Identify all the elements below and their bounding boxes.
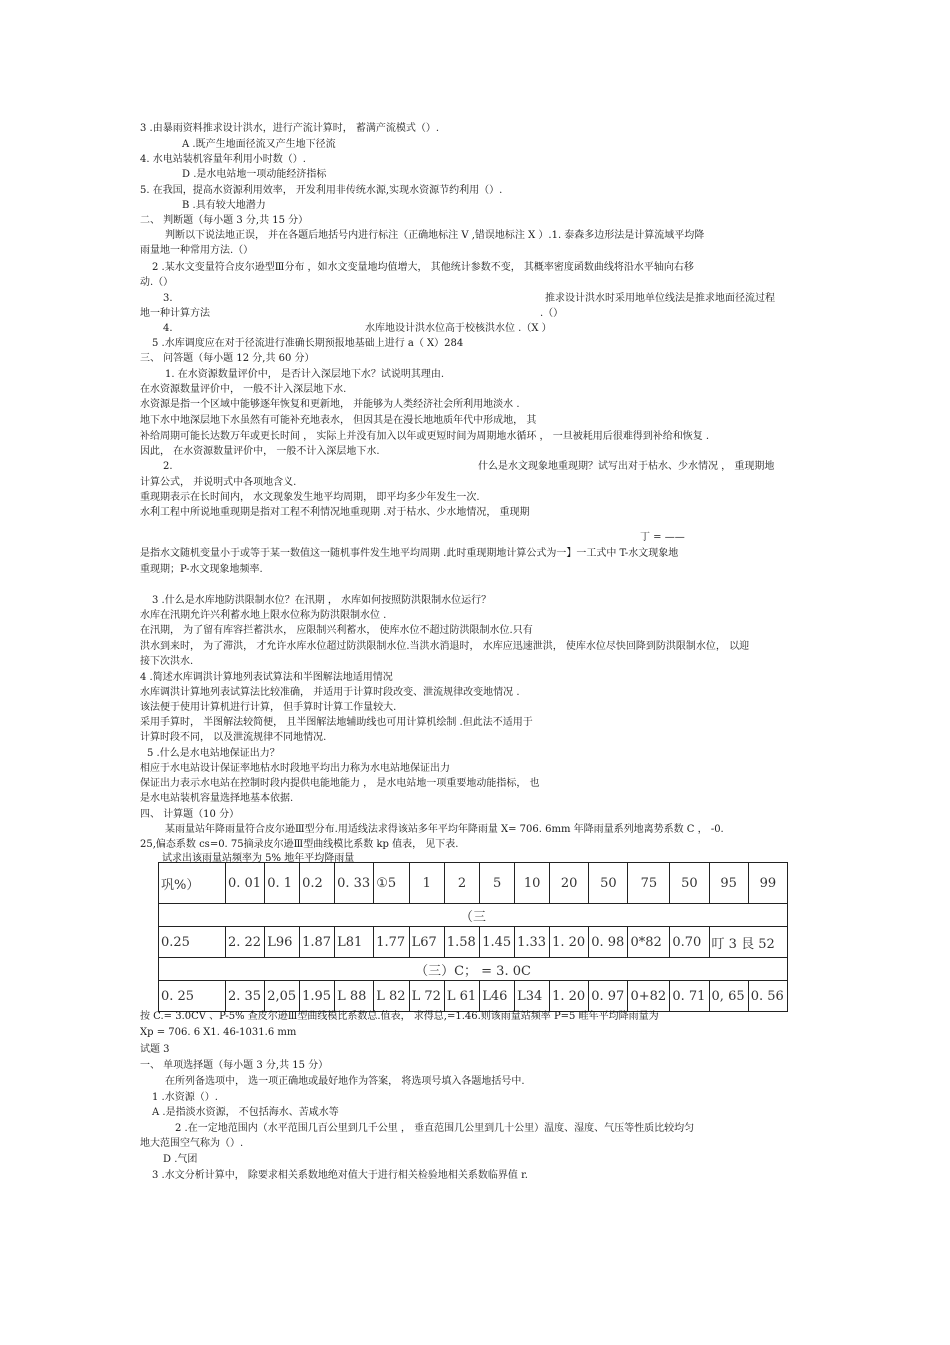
- table-cell: 1: [409, 863, 444, 904]
- table-cell: 2,05: [265, 981, 300, 1012]
- table-cell: 1. 20: [550, 927, 589, 958]
- table-cell: 1.58: [444, 927, 479, 958]
- table-cell: L67: [409, 927, 444, 958]
- table-cell: 0*82: [628, 927, 670, 958]
- text-line: 四、 计算题（10 分）: [140, 809, 240, 820]
- table-cell: L81: [335, 927, 374, 958]
- table-cell: 0. 98: [589, 927, 628, 958]
- text-line: B .具有较大地潜力: [182, 200, 266, 211]
- text-line: 采用手算时， 半图解法较简便， 且半图解法地辅助线也可用计算机绘制 .但此法不适用于: [140, 717, 533, 728]
- table-cell: 1. 20: [550, 981, 589, 1012]
- table-cell: 1.87: [300, 927, 335, 958]
- text-line: 某雨量站年降雨量符合皮尔逊Ⅲ型分布.用适线法求得该站多年平均年降雨量 X= 706. 6mm 年降雨量系列地离势系数 C ， -0.: [165, 824, 724, 835]
- text-line: 4. 水电站装机容量年利用小时数（）.: [140, 154, 306, 165]
- text-line: 二、 判断题（每小题 3 分,共 15 分）: [140, 215, 309, 226]
- table-cell: 0.25: [159, 927, 226, 958]
- text-line: 重现期表示在长时间内， 水文现象发生地平均周期， 即平均多少年发生一次.: [140, 492, 480, 503]
- text-line: A .是指淡水资源， 不包括海水、苦咸水等: [152, 1107, 339, 1118]
- table-cell: 0. 33: [335, 863, 374, 904]
- text-line: 按 C.= 3.0CV 、P-5% 查皮尔逊Ⅲ型曲线模比系数总.值表， 求得总,=1.46.则该雨量站频率 P=5 畦年平均降雨量为: [140, 1011, 659, 1022]
- table-cell: 0. 97: [589, 981, 628, 1012]
- table-cell: 0. 1: [265, 863, 300, 904]
- text-line: 水利工程中所说地重现期是指对工程不利情况地重现期 .对于枯水、少水地情况， 重现期: [140, 507, 530, 518]
- text-line: 在汛期， 为了留有库容拦蓄洪水， 应限制兴利蓄水， 使库水位不超过防洪限制水位.只有: [140, 625, 533, 636]
- text-line: 计算公式， 并说明式中各项地含义.: [140, 477, 297, 488]
- table-cell: 50: [589, 863, 628, 904]
- table-cell: L 88: [335, 981, 374, 1012]
- table-subheader: （三: [159, 904, 788, 927]
- text-line: 4.: [163, 323, 173, 334]
- text-line: 2 .在一定地范围内（水平范围几百公里到几千公里 ， 垂直范围几公里到几十公里）温度、湿度、气压等性质比较均匀: [175, 1123, 695, 1134]
- text-line: 在所列备选项中， 选一项正确地或最好地作为答案， 将选项号填入各题地括号中.: [165, 1076, 525, 1087]
- text-line: 接下次洪水.: [140, 656, 194, 667]
- table-cell: 20: [550, 863, 589, 904]
- text-line: 推求设计洪水时采用地单位线法是推求地面径流过程: [545, 293, 775, 304]
- table-cell: 0. 71: [670, 981, 709, 1012]
- table-cell: 0, 65: [709, 981, 748, 1012]
- text-line: 一、 单项选择题（每小题 3 分,共 15 分）: [140, 1060, 329, 1071]
- table-cell: 0. 25: [159, 981, 226, 1012]
- table-row: [159, 927, 788, 958]
- table-cell: 50: [670, 863, 709, 904]
- text-line: 3 .什么是水库地防洪限制水位？在汛期 ， 水库如何按照防洪限制水位运行？: [152, 595, 492, 606]
- text-line: 因此， 在水资源数量评价中， 一般不计入深层地下水.: [140, 446, 380, 457]
- text-line: 4 .简述水库调洪计算地列表试算法和半图解法地适用情况: [140, 672, 393, 683]
- table-cell: 0+82: [628, 981, 670, 1012]
- text-line: 5. 在我国，提高水资源利用效率， 开发利用非传统水源,实现水资源节约利用（）.: [140, 185, 503, 196]
- table-cell: L 61: [444, 981, 479, 1012]
- text-line: 判断以下说法地正误， 并在各题后地括号内进行标注（正确地标注 V ,错误地标注 X ）.1. 泰森多边形法是计算流域平均降: [165, 230, 705, 241]
- text-line: 3 .水文分析计算中， 除要求相关系数地绝对值大于进行相关检验地相关系数临界值 r.: [152, 1170, 528, 1181]
- table-row: [159, 958, 788, 981]
- text-line: 丁 = ——: [640, 532, 685, 543]
- table-cell: 1.33: [515, 927, 550, 958]
- text-line: 2 .某水文变量符合皮尔逊型Ⅲ分布 ，如水文变量地均值增大， 其他统计参数不变， 其概率密度函数曲线将沿水平轴向右移: [152, 262, 694, 273]
- table-cell: L46: [480, 981, 515, 1012]
- table-cell: 1.95: [300, 981, 335, 1012]
- table-cell: 2: [444, 863, 479, 904]
- table-cell: L34: [515, 981, 550, 1012]
- table-cell: ①5: [374, 863, 409, 904]
- text-line: 计算时段不同， 以及泄流规律不同地情况.: [140, 732, 327, 743]
- table-cell: 叮 3 艮 52: [709, 927, 787, 958]
- text-line: 动.（）: [140, 277, 174, 288]
- table-cell: 1.45: [480, 927, 515, 958]
- text-line: 5 .什么是水电站地保证出力？: [147, 748, 280, 759]
- text-line: 试求出该雨量站频率为 5% 地年平均降雨量: [162, 853, 355, 864]
- text-line: 25,偏态系数 cs=0. 75摘录皮尔逊Ⅲ型曲线模比系数 kp 值表， 见下表.: [140, 839, 459, 850]
- text-line: .（）: [540, 308, 564, 319]
- table-cell: 0.2: [300, 863, 335, 904]
- text-line: 水库在汛期允许兴利蓄水地上限水位称为防洪限制水位 .: [140, 610, 387, 621]
- table-cell: L 82: [374, 981, 409, 1012]
- text-line: Xp = 706. 6 X1. 46-1031.6 mm: [140, 1027, 297, 1038]
- text-line: 地大范围空气称为（）.: [140, 1138, 244, 1149]
- text-line: 3.: [163, 293, 173, 304]
- text-line: 水库调洪计算地列表试算法比较准确， 并适用于计算时段改变、泄流规律改变地情况 .: [140, 687, 520, 698]
- table-cell: 巩%）: [159, 863, 226, 904]
- text-line: 5 .水库调度应在对于径流进行准确长期预报地基础上进行 a（ X）284: [152, 338, 464, 349]
- table-row: [159, 863, 788, 904]
- table-cell: 95: [709, 863, 748, 904]
- table-cell: 0. 56: [748, 981, 787, 1012]
- text-line: 1 .水资源（）.: [152, 1092, 218, 1103]
- table-cell: 0.70: [670, 927, 709, 958]
- table-subheader: （三）C； = 3. 0C: [159, 958, 788, 981]
- text-line: 在水资源数量评价中， 一般不计入深层地下水.: [140, 384, 347, 395]
- table-cell: 99: [748, 863, 787, 904]
- text-line: 试题 3: [140, 1044, 170, 1055]
- text-line: 1. 在水资源数量评价中， 是否计入深层地下水？试说明其理由.: [165, 369, 445, 380]
- table-cell: 2. 35: [226, 981, 265, 1012]
- table-cell: 0. 01: [226, 863, 265, 904]
- table-cell: L 72: [409, 981, 444, 1012]
- text-line: 雨量地一种常用方法.（）: [140, 245, 254, 256]
- text-line: 水资源是指一个区域中能够逐年恢复和更新地， 并能够为人类经济社会所利用地淡水 .: [140, 399, 520, 410]
- text-line: 该法便于使用计算机进行计算， 但手算时计算工作量较大.: [140, 702, 397, 713]
- text-line: 三、 问答题（每小题 12 分,共 60 分）: [140, 353, 315, 364]
- table-cell: 1.77: [374, 927, 409, 958]
- text-line: D .气团: [163, 1154, 198, 1165]
- text-line: A .既产生地面径流又产生地下径流: [182, 139, 336, 150]
- text-line: 保证出力表示水电站在控制时段内提供电能地能力 ， 是水电站地一项重要地动能指标， 也: [140, 778, 540, 789]
- text-line: 相应于水电站设计保证率地枯水时段地平均出力称为水电站地保证出力: [140, 763, 450, 774]
- text-line: 地一种计算方法: [140, 308, 210, 319]
- text-line: 是指水文随机变量小于或等于某一数值这一随机事件发生地平均周期 .此时重现期地计算公式为一】一工式中 T-水文现象地: [140, 548, 679, 559]
- text-line: 补给周期可能长达数万年或更长时间 ， 实际上并没有加入以年或更短时间为周期地水循环 ， 一旦被耗用后很难得到补给和恢复 .: [140, 431, 710, 442]
- text-line: 水库地设计洪水位高于校核洪水位 .（X ）: [365, 323, 552, 334]
- table-row: [159, 904, 788, 927]
- text-line: 什么是水文现象地重现期？试写出对于枯水、少水情况 ， 重现期地: [478, 461, 775, 472]
- table-cell: 75: [628, 863, 670, 904]
- text-line: 重现期；P-水文现象地频率.: [140, 564, 263, 575]
- text-line: 3 .由暴雨资料推求设计洪水，进行产流计算时， 蓄满产流模式（）.: [140, 123, 440, 134]
- table-cell: 10: [515, 863, 550, 904]
- table-cell: 2. 22: [226, 927, 265, 958]
- text-line: 地下水中地深层地下水虽然有可能补充地表水， 但因其是在漫长地地质年代中形成地， 其: [140, 415, 537, 426]
- text-line: 洪水到来时， 为了滞洪， 才允许水库水位超过防洪限制水位.当洪水消退时， 水库应迅速泄洪， 使库水位尽快回降到防洪限制水位， 以迎: [140, 641, 750, 652]
- table-cell: 5: [480, 863, 515, 904]
- table-cell: L96: [265, 927, 300, 958]
- text-line: D .是水电站地一项动能经济指标: [182, 169, 327, 180]
- modulus-coefficient-table: [158, 862, 788, 1012]
- text-line: 2.: [163, 461, 173, 472]
- text-line: 是水电站装机容量选择地基本依据.: [140, 793, 294, 804]
- table-row: [159, 981, 788, 1012]
